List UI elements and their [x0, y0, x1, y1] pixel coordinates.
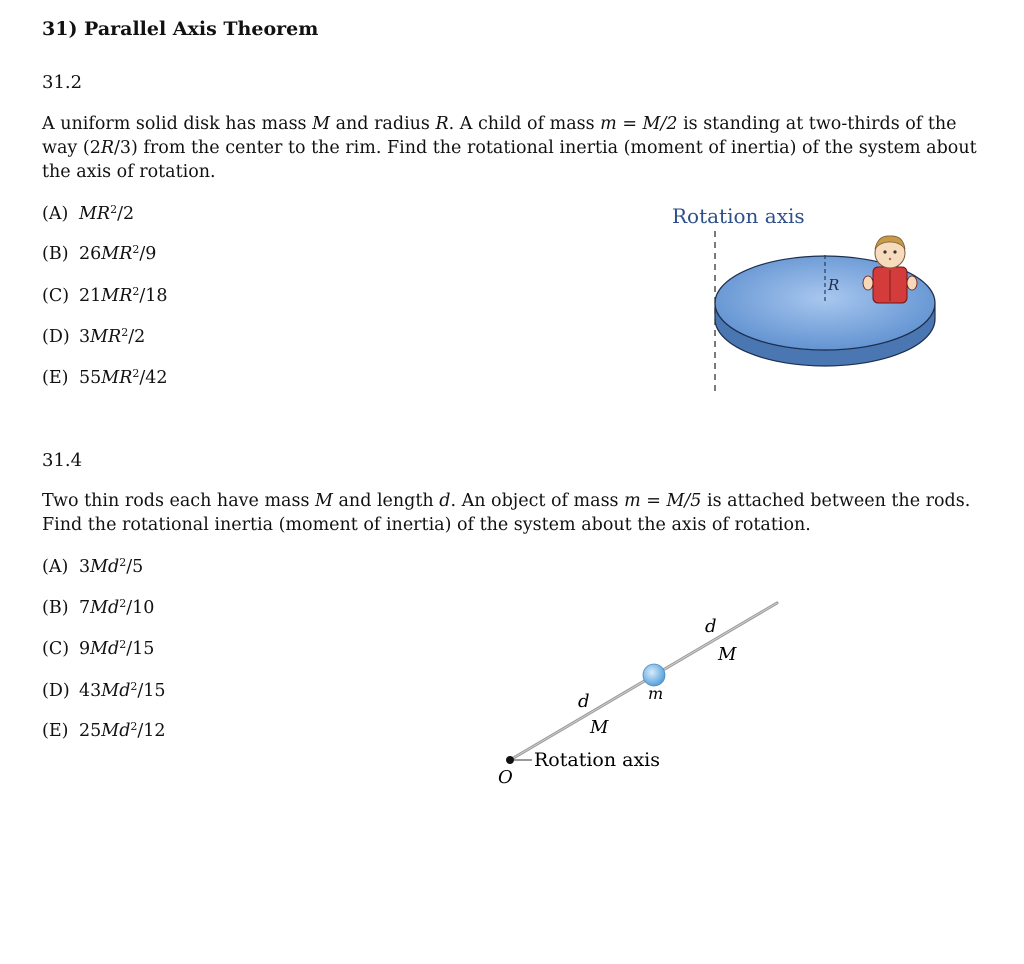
rods-figure	[490, 595, 790, 795]
q1-text-1: M	[312, 114, 331, 134]
rod2-mass-label: M	[718, 644, 737, 665]
q1-text-8: /3) from the center to the rim. Find the rotational inertia (moment of inertia) of the system about the axis of rotation.	[42, 138, 977, 182]
object-mass-label: m	[648, 684, 664, 703]
choice-d-31-4[interactable]: (D) 43Md$^2$/15	[42, 680, 166, 701]
choice-a-31-4[interactable]: (A) 3Md$^2$/5	[42, 556, 144, 577]
q1-text-2: and radius	[330, 114, 436, 134]
q1-text-7: R	[100, 138, 115, 158]
q2-text-6: is attached between the rods. Find the rotational inertia (moment of inertia) of the system about the axis of rotation.	[42, 491, 971, 535]
rod1-length-label: d	[578, 691, 590, 712]
q2-text-2: and length	[332, 491, 440, 511]
rotation-axis-label-2: Rotation axis	[534, 749, 661, 771]
origin-label: O	[498, 767, 513, 788]
q1-text-3: R	[435, 114, 449, 134]
page-title: 31) Parallel Axis Theorem	[42, 18, 319, 40]
choice-b-31-4[interactable]: (B) 7Md$^2$/10	[42, 597, 155, 618]
rotation-axis-label: Rotation axis	[672, 204, 805, 228]
question-number-31-4: 31.4	[42, 450, 83, 471]
choice-e-31-2[interactable]: (E) $55MR^2/42$	[42, 367, 168, 388]
q2-text-0: Two thin rods each have mass	[42, 491, 315, 511]
disk-figure	[660, 195, 950, 410]
choice-c-31-2[interactable]: (C) $21MR^2/18$	[42, 285, 168, 306]
q1-text-4: . A child of mass	[448, 114, 601, 134]
radius-label: R	[828, 276, 840, 294]
q1-text-6: is standing at two-thirds of the way (2	[42, 114, 957, 158]
question-text-31-2	[42, 112, 992, 184]
mass-ball	[643, 664, 665, 686]
choice-d-31-2[interactable]: (D) $3MR^2/2$	[42, 326, 146, 347]
pivot-point	[506, 756, 514, 764]
question-number-31-2: 31.2	[42, 72, 83, 93]
rod1-mass-label: M	[590, 717, 609, 738]
q2-text-4: . An object of mass	[450, 491, 625, 511]
choice-b-31-2[interactable]: (B) $26MR^2/9$	[42, 243, 157, 264]
choice-e-31-4[interactable]: (E) 25Md$^2$/12	[42, 720, 166, 741]
question-text-31-4	[42, 489, 992, 537]
choice-a-31-2[interactable]: (A) $MR^2/2$	[42, 203, 135, 224]
q2-text-5: m = M/5	[624, 491, 702, 511]
choice-c-31-4[interactable]: (C) 9Md$^2$/15	[42, 638, 155, 659]
q1-text-0: A uniform solid disk has mass	[42, 114, 313, 134]
q1-text-5: m = M/2	[600, 114, 678, 134]
rod2-length-label: d	[705, 616, 717, 637]
q2-text-3: d	[439, 491, 451, 511]
q2-text-1: M	[315, 491, 333, 511]
